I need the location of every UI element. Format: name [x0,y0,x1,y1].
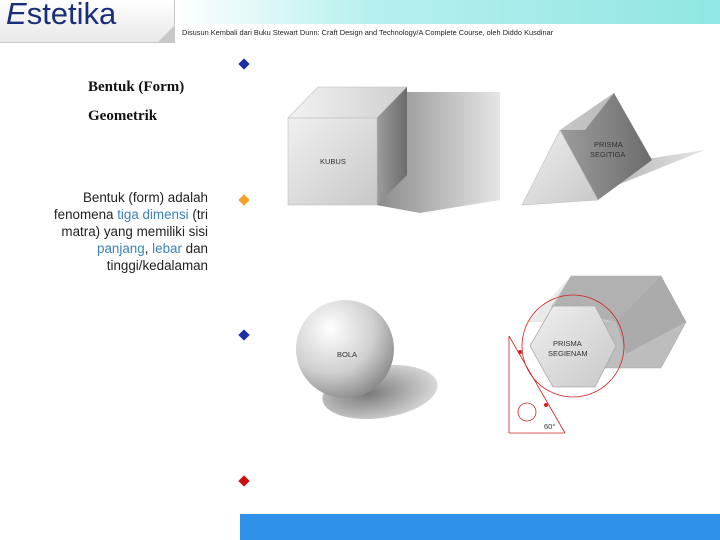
cube-label: KUBUS [320,157,346,166]
heading-bentuk: Bentuk (Form) [88,79,185,95]
heading-geometrik: Geometrik [88,108,158,124]
sphere-label: BOLA [337,350,358,359]
sphere-figure [296,300,441,426]
hexagonal-prism-figure [509,276,686,433]
source-citation: Disusun Kembali dari Buku Stewart Dunn: Craft Design and Technology/A Complete Course, oleh Diddo Kusdinar [182,28,554,37]
slide-title: Estetika [6,0,117,31]
triangular-prism-label-line2: SEGITIGA [590,150,626,159]
definition-text: Bentuk (form) adalah fenomena tiga dimensi (tri matra) yang memiliki sisi panjang, lebar dan tinggi/kedalaman [53,190,208,273]
hexagonal-prism-label-line2: SEGIENAM [548,349,588,358]
hexagonal-prism-label-line1: PRISMA [553,339,582,348]
footer-band [240,514,720,540]
triangular-prism-figure [522,93,705,205]
angle-label: 60° [544,422,556,431]
cube-figure [288,87,500,213]
triangular-prism-label-line1: PRISMA [594,140,623,149]
